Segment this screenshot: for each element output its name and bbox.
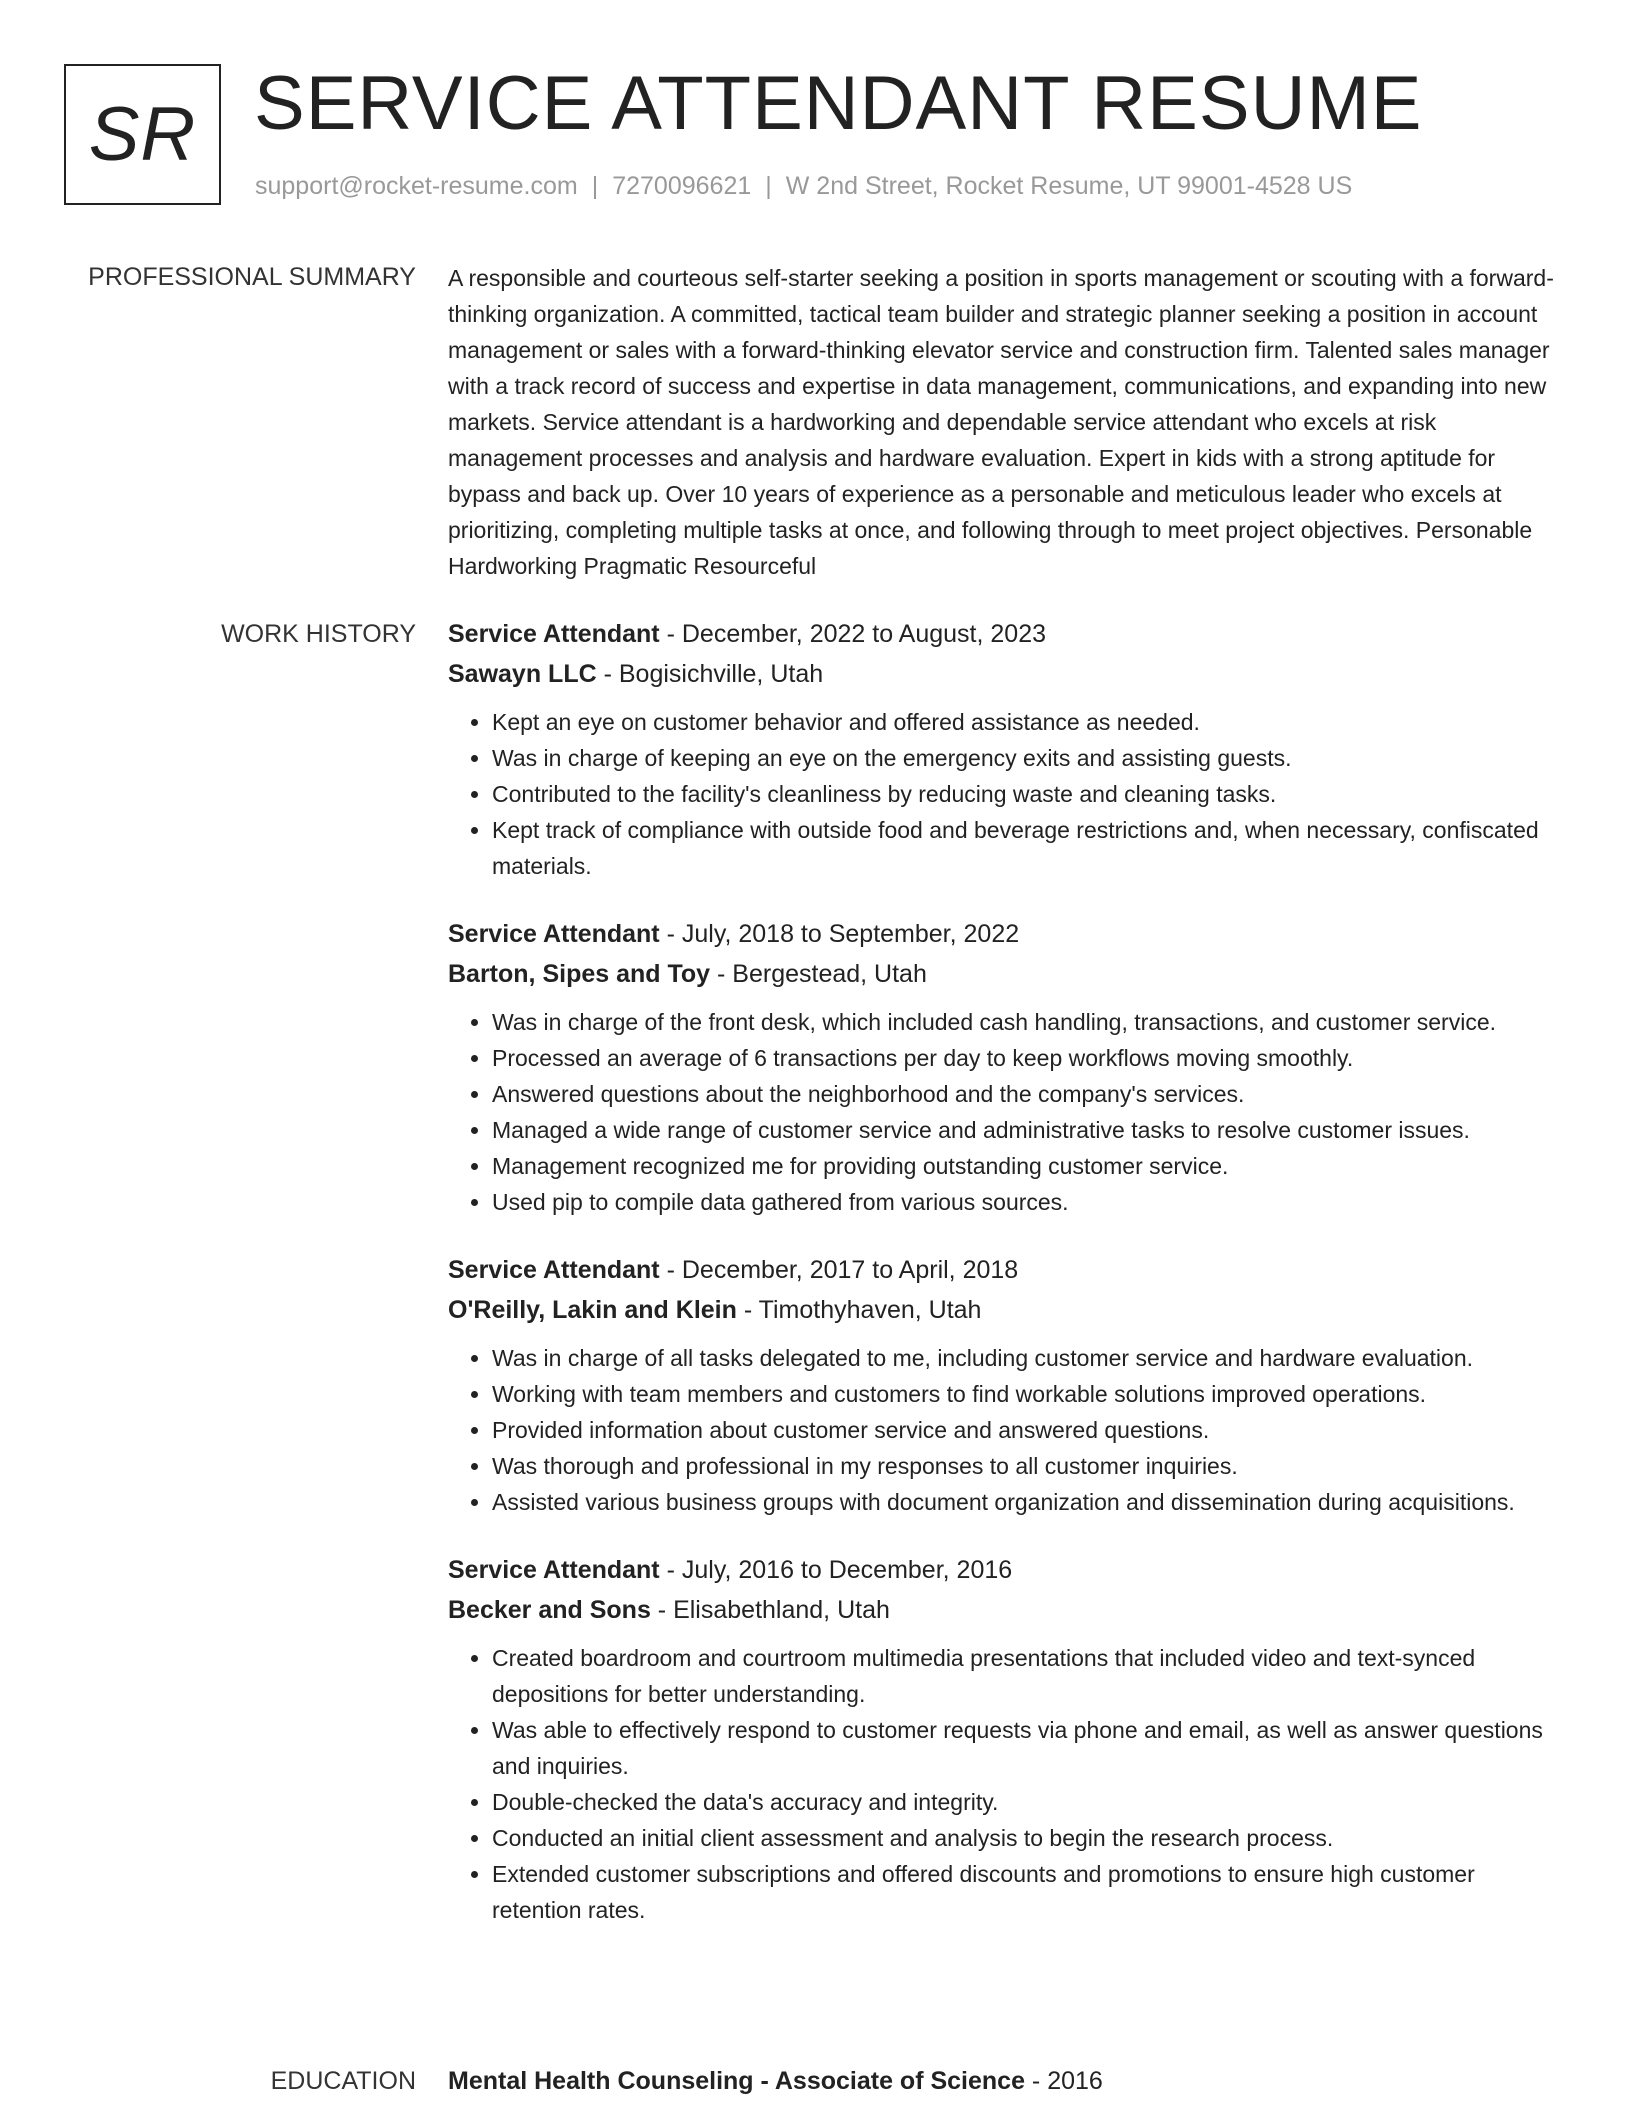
- job-company-line: [448, 654, 1568, 694]
- job-company-line: [448, 1290, 1568, 1330]
- job-entry: [448, 1550, 1568, 1928]
- job-bullet: • Assisted various business groups with document organization and dissemination during acquisitions.: [492, 1484, 1568, 1520]
- job-title: Service Attendant: [448, 1556, 660, 1584]
- job-entry: [448, 614, 1568, 884]
- job-location: - Bogisichville, Utah: [596, 660, 824, 688]
- job-company: Sawayn LLC: [448, 660, 597, 688]
- summary-text: A responsible and courteous self-starter seeking a position in sports management or scouting with a forward-thinking organization. A committed, tactical team builder and strategic planner seeking a position in account management or sales with a forward-thinking elevator service and construction firm. Talented sales manager with a track record of success and expertise in data management, communications, and expanding into new markets. Service attendant is a hardworking and dependable service attendant who excels at risk management processes and analysis and hardware evaluation. Expert in kids with a strong aptitude for bypass and back up. Over 10 years of experience as a personable and meticulous leader who excels at prioritizing, completing multiple tasks at once, and following through to meet project objectives. Personable Hardworking Pragmatic Resourceful: [448, 265, 1554, 579]
- job-bullet: • Was in charge of all tasks delegated to me, including customer service and hardware evaluation.: [492, 1340, 1568, 1376]
- contact-phone[interactable]: 7270096621: [612, 172, 752, 200]
- job-company: O'Reilly, Lakin and Klein: [448, 1296, 737, 1324]
- job-bullet: • Was able to effectively respond to customer requests via phone and email, as well as answer questions and inquiries.: [492, 1712, 1568, 1784]
- summary-body: [448, 260, 1568, 584]
- education-body: [448, 2061, 1568, 2101]
- job-bullet: • Management recognized me for providing outstanding customer service.: [492, 1148, 1568, 1184]
- job-bullets: [448, 1004, 1568, 1220]
- job-title-line: [448, 614, 1568, 654]
- work-history-body: [448, 614, 1568, 1958]
- section-label-education: EDUCATION: [270, 2067, 416, 2095]
- job-entry: [448, 1250, 1568, 1520]
- job-bullet: • Was in charge of the front desk, which included cash handling, transactions, and customer service.: [492, 1004, 1568, 1040]
- job-bullet: • Created boardroom and courtroom multimedia presentations that included video and text-synced depositions for better understanding.: [492, 1640, 1568, 1712]
- education-line: [448, 2061, 1568, 2101]
- job-dates: - December, 2022 to August, 2023: [659, 620, 1047, 648]
- education-year: - 2016: [1024, 2067, 1103, 2095]
- job-bullet: • Was thorough and professional in my responses to all customer inquiries.: [492, 1448, 1568, 1484]
- job-bullet: • Conducted an initial client assessment and analysis to begin the research process.: [492, 1820, 1568, 1856]
- job-title: Service Attendant: [448, 1256, 660, 1284]
- job-bullet: • Used pip to compile data gathered from various sources.: [492, 1184, 1568, 1220]
- resume-title: SERVICE ATTENDANT RESUME: [254, 61, 1423, 146]
- job-title: Service Attendant: [448, 920, 660, 948]
- job-dates: - July, 2018 to September, 2022: [659, 920, 1020, 948]
- job-location: - Bergestead, Utah: [710, 960, 927, 988]
- job-bullets: [448, 1640, 1568, 1928]
- job-bullets: [448, 1340, 1568, 1520]
- job-bullet: • Processed an average of 6 transactions per day to keep workflows moving smoothly.: [492, 1040, 1568, 1076]
- contact-separator: |: [765, 172, 772, 200]
- job-bullet: • Was in charge of keeping an eye on the emergency exits and assisting guests.: [492, 740, 1568, 776]
- job-bullet: • Kept track of compliance with outside food and beverage restrictions and, when necessary, confiscated materials.: [492, 812, 1568, 884]
- job-bullet: • Working with team members and customers to find workable solutions improved operations.: [492, 1376, 1568, 1412]
- job-company-line: [448, 1590, 1568, 1630]
- job-title: Service Attendant: [448, 620, 660, 648]
- job-bullet: • Contributed to the facility's cleanliness by reducing waste and cleaning tasks.: [492, 776, 1568, 812]
- job-bullet: • Double-checked the data's accuracy and integrity.: [492, 1784, 1568, 1820]
- monogram-logo: SR: [64, 64, 221, 205]
- job-bullet: • Managed a wide range of customer service and administrative tasks to resolve customer issues.: [492, 1112, 1568, 1148]
- job-location: - Timothyhaven, Utah: [736, 1296, 982, 1324]
- job-bullet: • Provided information about customer service and answered questions.: [492, 1412, 1568, 1448]
- job-bullet: • Kept an eye on customer behavior and offered assistance as needed.: [492, 704, 1568, 740]
- section-label-summary: PROFESSIONAL SUMMARY: [88, 263, 416, 291]
- job-company: Barton, Sipes and Toy: [448, 960, 711, 988]
- contact-address: W 2nd Street, Rocket Resume, UT 99001-4528 US: [785, 172, 1353, 200]
- contact-email[interactable]: support@rocket-resume.com: [255, 172, 578, 200]
- job-title-line: [448, 1550, 1568, 1590]
- job-dates: - December, 2017 to April, 2018: [659, 1256, 1019, 1284]
- job-title-line: [448, 1250, 1568, 1290]
- job-company: Becker and Sons: [448, 1596, 651, 1624]
- contact-separator: |: [591, 172, 599, 200]
- education-degree: Mental Health Counseling - Associate of Science: [448, 2067, 1025, 2095]
- job-bullet: • Answered questions about the neighborhood and the company's services.: [492, 1076, 1568, 1112]
- job-bullet: • Extended customer subscriptions and offered discounts and promotions to ensure high customer retention rates.: [492, 1856, 1568, 1928]
- job-company-line: [448, 954, 1568, 994]
- contact-line: [255, 172, 1352, 200]
- job-entry: [448, 914, 1568, 1220]
- job-location: - Elisabethland, Utah: [650, 1596, 890, 1624]
- job-title-line: [448, 914, 1568, 954]
- job-bullets: [448, 704, 1568, 884]
- job-dates: - July, 2016 to December, 2016: [659, 1556, 1013, 1584]
- section-label-work-history: WORK HISTORY: [221, 620, 416, 648]
- resume-header: [64, 61, 1584, 214]
